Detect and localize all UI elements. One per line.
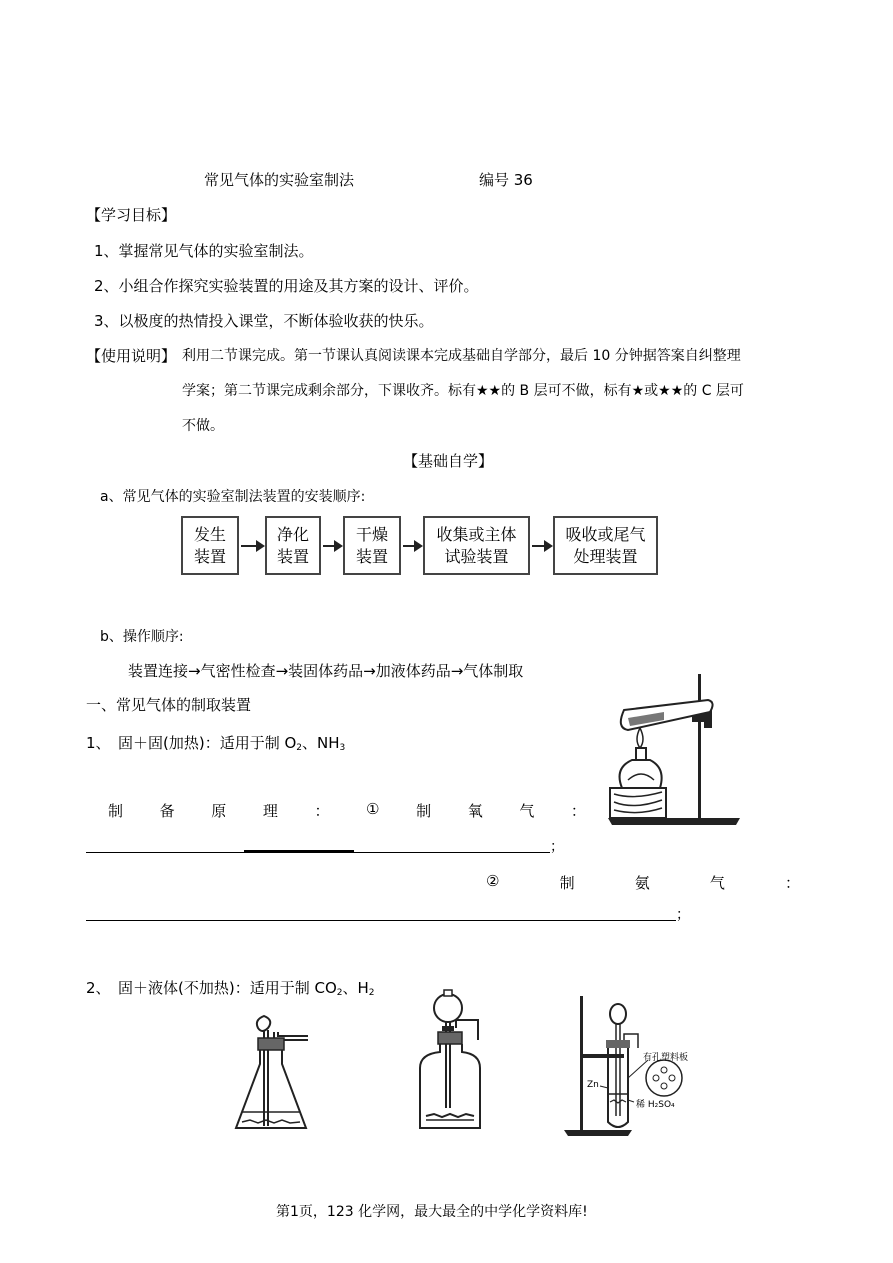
item1-text: 固＋固(加热)：适用于制 $O_2$、$NH_3$ [118,734,346,753]
answer-line-oxygen-mark [244,850,354,852]
semicolon-2: ； [676,907,690,923]
flow-arrow-4 [532,545,551,547]
flow-box-generator: 发生 装置 [181,516,239,575]
test-tube-stand-diagram [562,990,702,1140]
answer-line-ammonia [86,920,676,921]
ammonia-line: ② 制 氨 气 ： [486,872,800,892]
answer-line-oxygen [86,852,550,853]
page-title: 常见气体的实验室制法 [204,171,355,189]
usage-line-1: 利用二节课完成。第一节课认真阅读课本完成基础自学部分，最后 10 分钟据答案自纠整理 [182,348,741,364]
flow-arrow-3 [403,545,421,547]
section1-heading: 一、常见气体的制取装置 [86,696,252,714]
flow-arrow-1 [241,545,263,547]
usage-line-3: 不做。 [182,418,224,434]
flow-box-absorb: 吸收或尾气 处理装置 [553,516,658,575]
goal-item-1: 1、掌握常见气体的实验室制法。 [94,242,314,260]
goal-item-3: 3、以极度的热情投入课堂，不断体验收获的快乐。 [94,312,434,330]
item1-prefix: 1、 [86,734,111,752]
item2-text: 固＋液体(不加热)：适用于制 $CO_2$、$H_2$ [118,979,375,998]
usage-label: 【使用说明】 [86,347,177,365]
item2-prefix: 2、 [86,979,111,997]
flow-box-dry: 干燥 装置 [343,516,401,575]
flow-box-purify: 净化 装置 [265,516,321,575]
usage-line-2: 学案；第二节课完成剩余部分，下课收齐。标有★★的 B 层可不做，标有★或★★的 C 层可 [182,383,744,399]
flow-box-collect: 收集或主体 试验装置 [423,516,530,575]
conical-flask-diagram [230,1010,320,1140]
flow-intro: a、常见气体的实验室制法装置的安装顺序: [100,489,366,505]
doc-number: 编号 36 [479,171,533,189]
gas-bottle-diagram [410,988,500,1138]
goals-heading: 【学习目标】 [86,206,177,224]
semicolon-1: ； [550,839,564,855]
operation-label: b、操作顺序: [100,629,184,645]
plate-label: 有孔塑料板 [643,1053,689,1063]
acid-label: 稀 H₂SO₄ [636,1100,675,1110]
page-footer: 第1页，123 化学网，最大最全的中学化学资料库! [276,1204,588,1220]
heating-apparatus-diagram [604,668,744,828]
goal-item-2: 2、小组合作探究实验装置的用途及其方案的设计、评价。 [94,277,479,295]
zn-label: Zn [587,1080,599,1090]
principle-line: 制 备 原 理 ： ① 制 氧 气 ： [108,800,586,820]
flow-arrow-2 [323,545,341,547]
operation-sequence: 装置连接→气密性检查→装固体药品→加液体药品→气体制取 [128,662,524,680]
basic-heading: 【基础自学】 [403,452,494,470]
